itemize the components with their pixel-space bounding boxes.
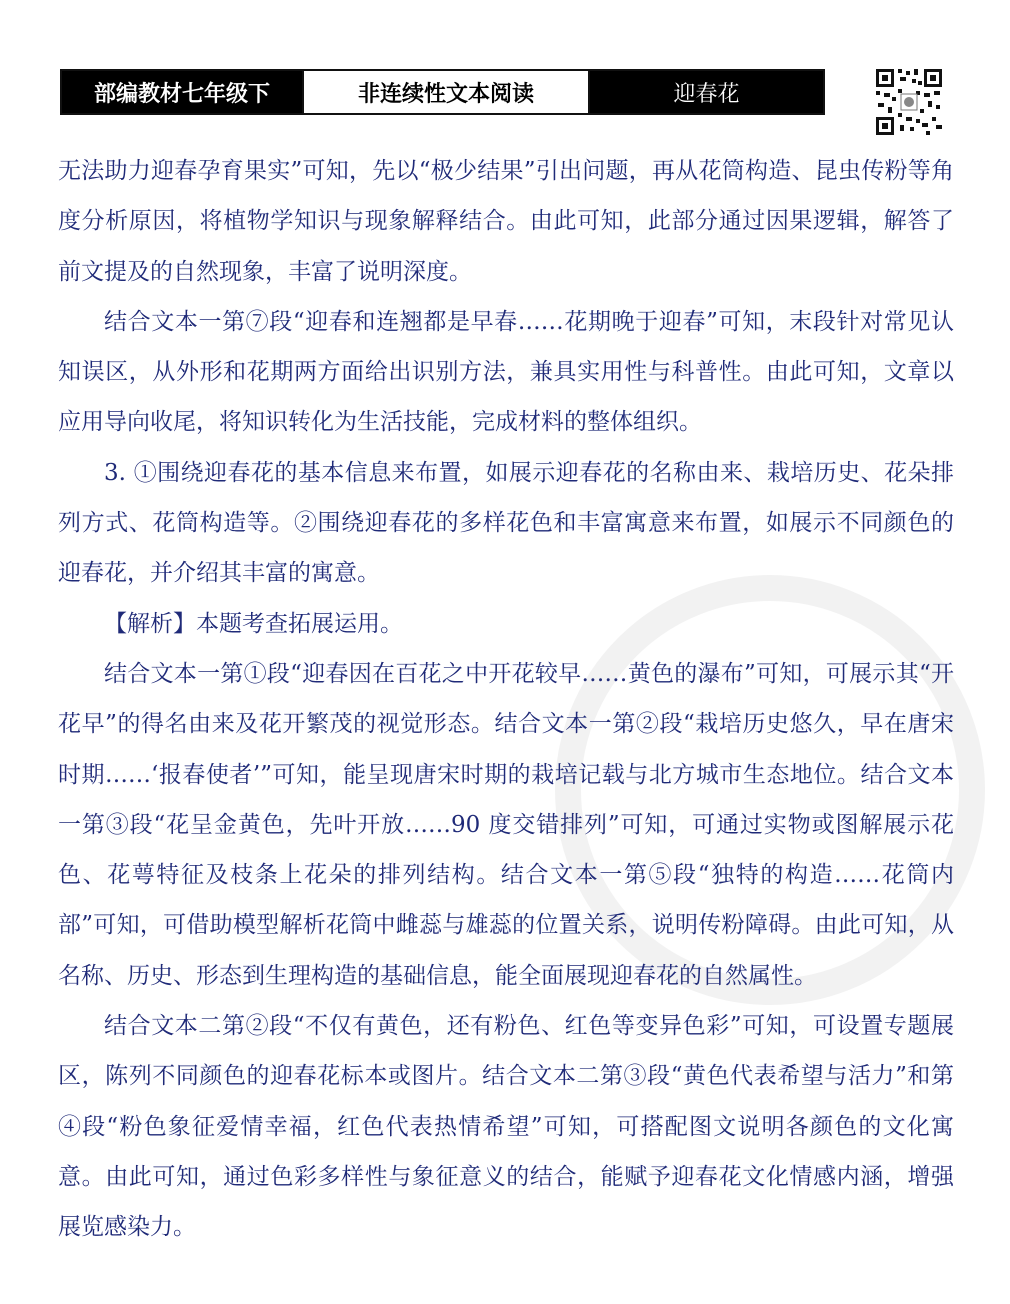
qr-code-graphic bbox=[874, 67, 944, 137]
qr-code-icon[interactable] bbox=[874, 67, 944, 137]
paragraph-analysis-text1: 结合文本一第①段“迎春因在百花之中开花较早……黄色的瀑布”可知，可展示其“开花早”的得名由来及花开繁茂的视觉形态。结合文本一第②段“栽培历史悠久，早在唐宋时期……‘报春使者’”可知，能呈现唐宋时期的栽培记载与北方城市生态地位。结合文本一第③段“花呈金黄色，先叶开放……90 度交错排列”可知，可通过实物或图解展示花色、花萼特征及枝条上花朵的排列结构。结合文本一第⑤段“独特的构造……花筒内部”可知，可借助模型解析花筒中雌蕊与雄蕊的位置关系，说明传粉障碍。由此可知，从名称、历史、形态到生理构造的基础信息，能全面展现迎春花的自然属性。 bbox=[58, 660, 954, 989]
paragraph-analysis-text2: 结合文本二第②段“不仅有黄色，还有粉色、红色等变异色彩”可知，可设置专题展区，陈列不同颜色的迎春花标本或图片。结合文本二第③段“黄色代表希望与活力”和第④段“粉色象征爱情幸福，红色代表热情希望”可知，可搭配图文说明各颜色的文化寓意。由此可知，通过色彩多样性与象征意义的结合，能赋予迎春花文化情感内涵，增强展览感染力。 bbox=[58, 1013, 954, 1241]
article-body bbox=[58, 146, 954, 1253]
paragraph-text1-p7: 结合文本一第⑦段“迎春和连翘都是早春……花期晚于迎春”可知，末段针对常见认知误区，从外形和花期两方面给出识别方法，兼具实用性与科普性。由此可知，文章以应用导向收尾，将知识转化为生活技能，完成材料的整体组织。 bbox=[58, 308, 954, 436]
header-bar bbox=[60, 69, 825, 115]
paragraph-analysis-heading: 【解析】本题考查拓展运用。 bbox=[104, 610, 403, 637]
paragraph-answer-3: 3. ①围绕迎春花的基本信息来布置，如展示迎春花的名称由来、栽培历史、花朵排列方式、花筒构造等。②围绕迎春花的多样花色和丰富寓意来布置，如展示不同颜色的迎春花，并介绍其丰富的寓意。 bbox=[58, 459, 954, 587]
header-title-label: 迎春花 bbox=[590, 71, 823, 113]
header-textbook-label: 部编教材七年级下 bbox=[62, 71, 302, 113]
header-topic-label: 非连续性文本阅读 bbox=[302, 71, 590, 113]
paragraph-continuation: 无法助力迎春孕育果实”可知，先以“极少结果”引出问题，再从花筒构造、昆虫传粉等角度分析原因，将植物学知识与现象解释结合。由此可知，此部分通过因果逻辑，解答了前文提及的自然现象，丰富了说明深度。 bbox=[58, 158, 954, 285]
